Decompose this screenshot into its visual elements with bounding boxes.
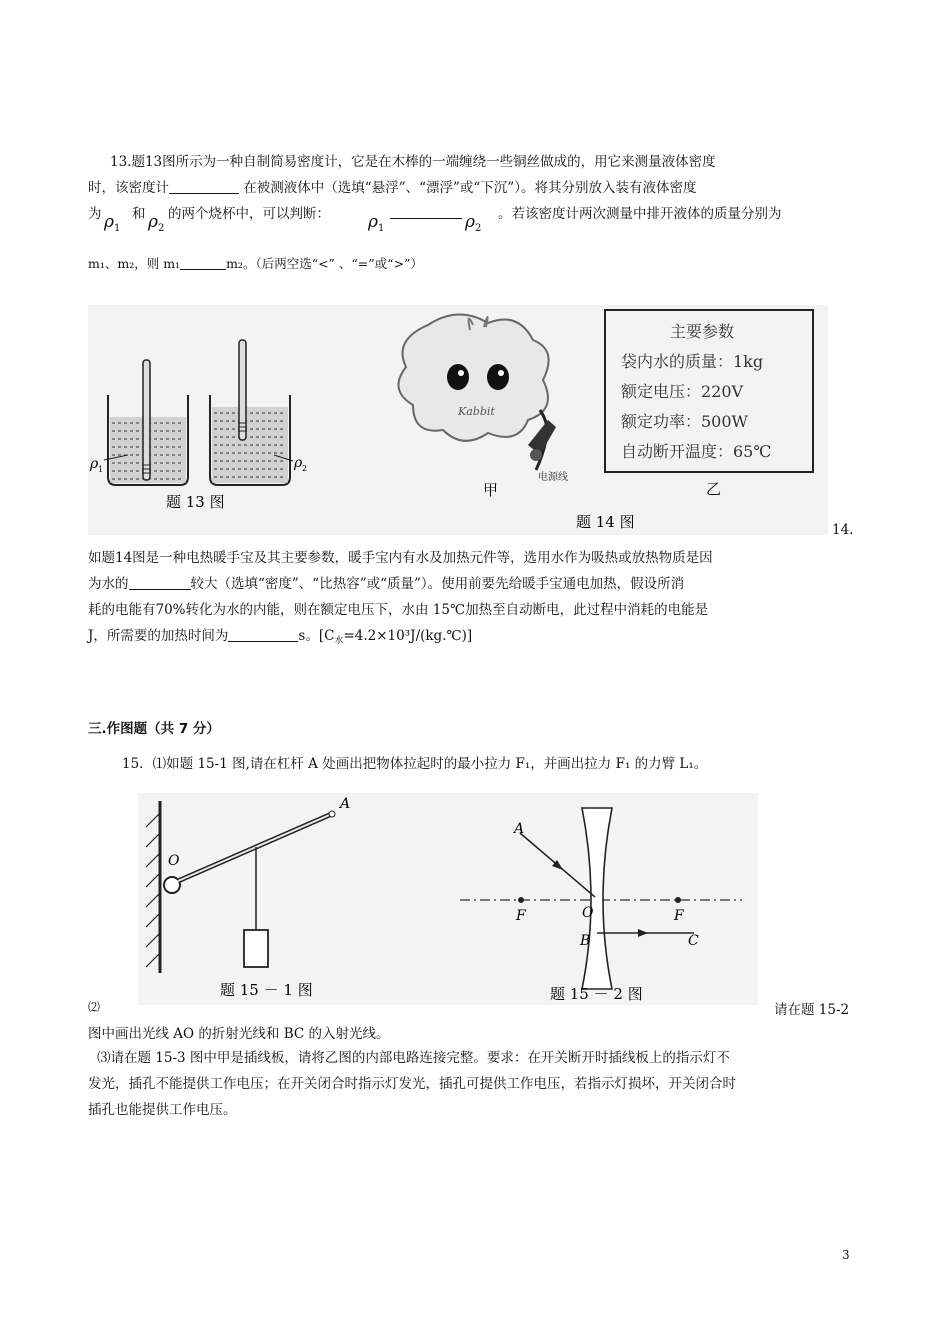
fig13-rho1: ρ: [90, 456, 99, 472]
fig15-1-caption: 题 15 － 1 图: [220, 981, 313, 999]
q13-line2: [88, 178, 696, 198]
rho-symbol: ρ: [104, 212, 114, 232]
rho-sub: 2: [158, 223, 165, 234]
q14-line2a: 为水的: [88, 576, 129, 592]
param-cutoff-temp: 自动断开温度：65℃: [621, 442, 772, 461]
rho-sub: 2: [475, 223, 482, 234]
hand-warmer-image: [398, 314, 556, 470]
fig15-1-lever: [146, 801, 335, 973]
q15-part2-line2: 图中画出光线 AO 的折射光线和 BC 的入射光线。: [88, 1026, 390, 1042]
label-A2: A: [514, 821, 525, 837]
label-O: O: [168, 853, 180, 869]
brand-label: Kabbit: [458, 405, 495, 418]
q13-line4b: m₂。（后两空选“<” 、“=”或“>”）: [226, 256, 423, 271]
fig14-caption: 题 14 图: [576, 513, 635, 531]
q14-line4c: =4.2×10³J/(kg.℃)]: [343, 628, 473, 644]
q15-line1: 15．⑴如题 15-1 图,请在杠杆 A 处画出把物体拉起时的最小拉力 F₁，并画出拉力 F₁ 的力臂 L₁。: [122, 756, 708, 772]
q13-and: 和: [132, 206, 146, 222]
label-B: B: [580, 933, 591, 949]
rho-symbol: ρ: [465, 212, 475, 232]
q13-line3c: 。若该密度计两次测量中排开液体的质量分别为: [498, 206, 782, 222]
q14-water-sub: 水: [334, 636, 344, 646]
label-F-right: F: [674, 908, 684, 924]
q13-line4: [88, 254, 423, 274]
page-number: 3: [842, 1248, 850, 1262]
params-title: 主要参数: [670, 322, 735, 341]
fig13-caption: 题 13 图: [166, 493, 225, 511]
figure-13-14-svg: [88, 305, 828, 535]
q14-line2: [88, 574, 684, 594]
label-A: A: [340, 796, 351, 812]
q13-blank1[interactable]: [169, 179, 239, 194]
q15-part3-line2: 发光，插孔不能提供工作电压；在开关闭合时指示灯发光，插孔可提供工作电压，若指示灯损坏，开关闭合时: [88, 1076, 736, 1092]
q13-line3a: 为: [88, 206, 102, 222]
figure-15-svg: [138, 793, 758, 1005]
label-yi: 乙: [706, 480, 722, 498]
q15-part2-right: 请在题 15-2: [774, 1002, 850, 1018]
q14-line4a: J，所需要的加热时间为: [88, 628, 229, 644]
q14-line4: [88, 626, 472, 651]
fig15-2-caption: 题 15 － 2 图: [550, 985, 643, 1003]
q13-blank3[interactable]: [180, 255, 226, 270]
q14-number: 14.: [832, 522, 854, 538]
fig13-rho1-sub: 1: [98, 465, 104, 474]
q14-blank2[interactable]: [228, 627, 298, 642]
q15-part2-num: ⑵: [88, 1000, 101, 1014]
figure-13-14: [88, 305, 828, 535]
cord-label: 电源线: [538, 472, 568, 483]
q14-line1: 如题14图是一种电热暖手宝及其主要参数，暖手宝内有水及加热元件等，选用水作为吸热或放热物质是因: [88, 550, 713, 566]
q13-line2b: 在被测液体中（选填“悬浮”、“漂浮”或“下沉”）。将其分别放入装有液体密度: [243, 180, 697, 196]
q13-line2a: 时，该密度计: [88, 180, 169, 196]
beaker-2: [210, 340, 290, 485]
figure-15: [138, 793, 758, 1005]
param-rated-power: 额定功率：500W: [621, 412, 748, 431]
q14-line2b: 较大（选填“密度”、“比热容”或“质量”）。使用前要先给暖手宝通电加热，假设所消: [190, 576, 685, 592]
q14-line4b: s。[C: [298, 628, 335, 644]
beaker-1: [108, 360, 188, 485]
q15-part3-line3: 插孔也能提供工作电压。: [88, 1102, 237, 1118]
q13-line4a: m₁、m₂，则 m₁: [88, 256, 181, 271]
param-rated-voltage: 额定电压：220V: [621, 382, 744, 401]
q13-line3b: 的两个烧杯中，可以判断：: [168, 206, 330, 222]
fig13-rho2: ρ: [294, 455, 303, 471]
label-F-left: F: [516, 908, 526, 924]
label-O2: O: [582, 905, 594, 921]
rho-sub: 1: [114, 223, 121, 234]
q14-blank1[interactable]: [129, 575, 191, 590]
label-jia: 甲: [483, 481, 499, 499]
q14-line3: 耗的电能有70%转化为水的内能，则在额定电压下，水由 15℃加热至自动断电，此过程中消耗的电能是: [88, 602, 709, 618]
fig13-rho2-sub: 2: [302, 464, 308, 473]
section3-title: 三.作图题（共 7 分）: [88, 721, 220, 737]
q13-blank2[interactable]: [390, 204, 462, 219]
rho-symbol: ρ: [148, 212, 158, 232]
q15-part3-line1: ⑶请在题 15-3 图中甲是插线板，请将乙图的内部电路连接完整。要求：在开关断开时插线板上的指示灯不: [97, 1050, 730, 1066]
rho-symbol: ρ: [368, 212, 378, 232]
q13-line3: [88, 204, 782, 234]
label-C: C: [688, 933, 699, 949]
q13-line1: 13.题13图所示为一种自制简易密度计，它是在木棒的一端缠绕一些铜丝做成的，用它来测量液体密度: [110, 154, 716, 170]
rho-sub: 1: [378, 223, 385, 234]
fig15-2-lens: [460, 808, 742, 989]
param-water-mass: 袋内水的质量：1kg: [621, 352, 764, 371]
